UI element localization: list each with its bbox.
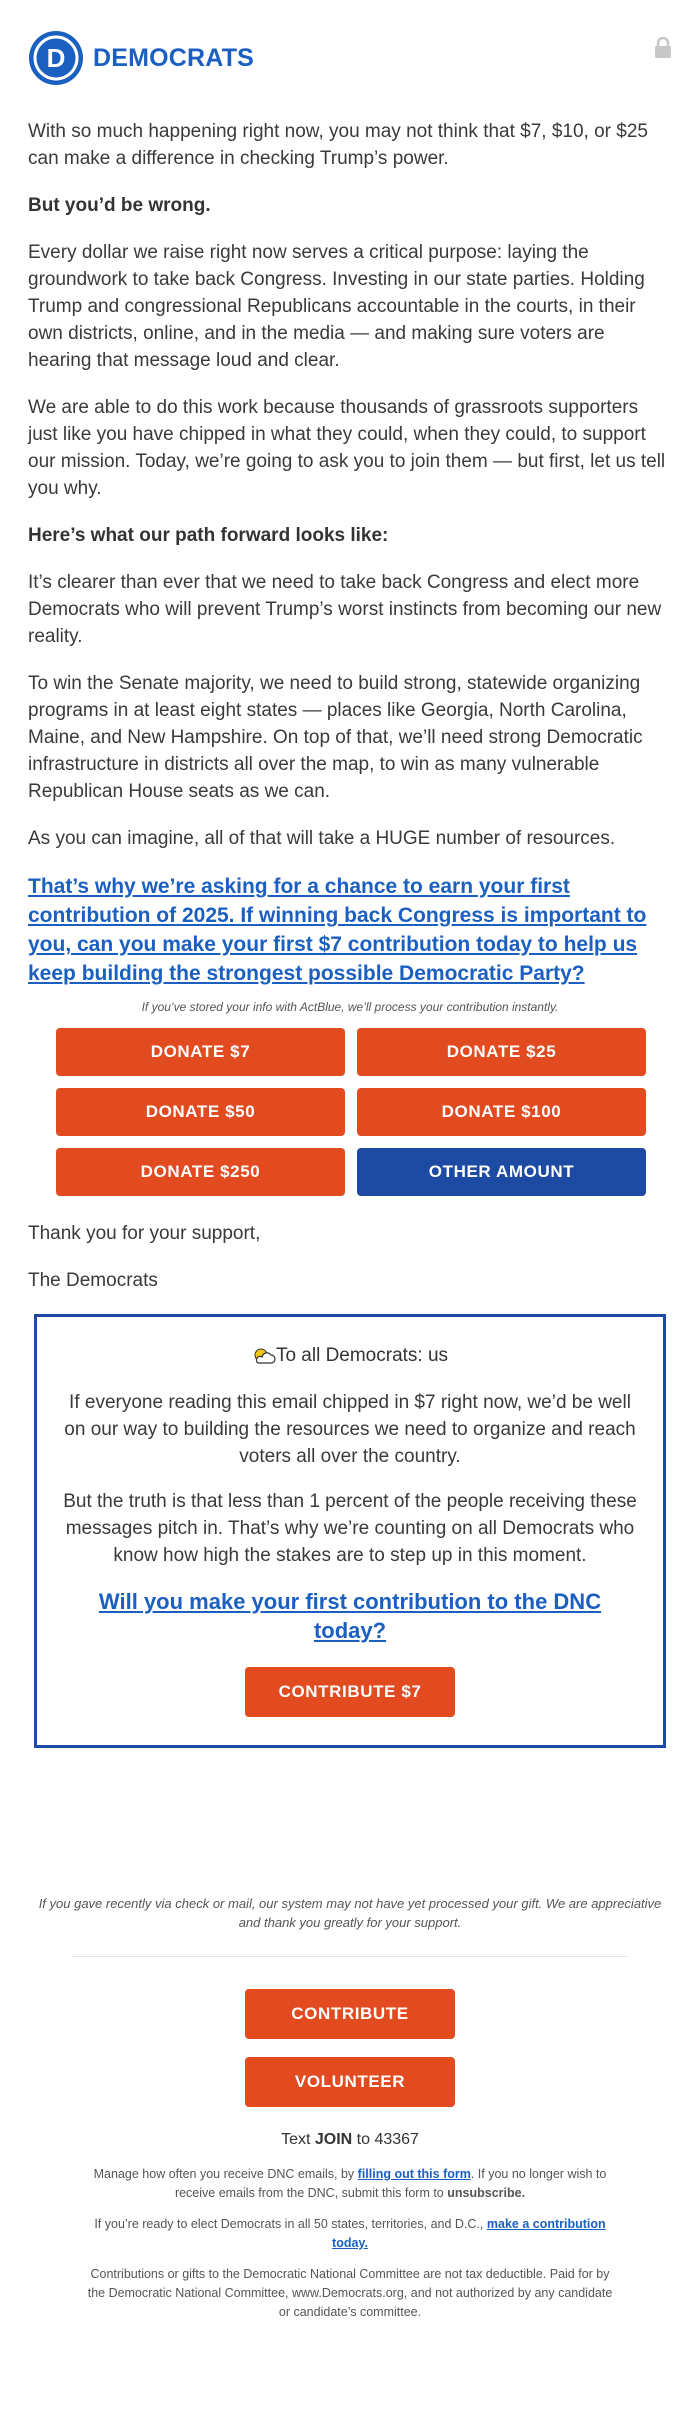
donate-7-button[interactable]: DONATE $7 [56,1028,345,1076]
logo-text: DEMOCRATS [93,43,255,72]
signoff [0,1220,700,1294]
body-paragraph: We are able to do this work because thousands of grassroots supporters just like you have chipped in what they could, when they could, to support our mission. Today, we’re going to ask you to join them — but first, let us tell you why. [28,397,666,499]
body-paragraph-bold: But you’d be wrong. [28,195,211,216]
text-prefix: Text [281,2131,311,2148]
text-suffix: to 43367 [356,2131,419,2148]
email-header [0,0,700,118]
donate-25-button[interactable]: DONATE $25 [357,1028,646,1076]
donate-button-grid [0,1028,700,1196]
elect-text: If you’re ready to elect Democrats in all 50 states, territories, and D.C., [94,2217,484,2231]
manage-text-1: Manage how often you receive DNC emails, by [93,2167,355,2181]
unsubscribe-link[interactable]: unsubscribe. [447,2186,526,2200]
body-paragraph-bold: Here’s what our path forward looks like: [28,525,389,546]
donate-250-button[interactable]: DONATE $250 [56,1148,345,1196]
signature-text: The Democrats [28,1270,158,1291]
logo-d-icon [29,31,83,85]
democrats-logo[interactable] [29,31,254,85]
volunteer-button[interactable]: VOLUNTEER [245,2057,455,2107]
body-paragraph: As you can imagine, all of that will take a HUGE number of resources. [28,828,616,849]
appeal-box-header [61,1345,639,1367]
body-paragraph: Every dollar we raise right now serves a critical purpose: laying the groundwork to take back Congress. Investing in our state parties. Holding Trump and congressional Republicans accountable in the courts, in their own districts, online, and in the media — and making sure voters are hearing that message loud and clear. [28,242,645,371]
body-paragraph: To win the Senate majority, we need to build strong, statewide organizing programs in at least eight states — places like Georgia, North Carolina, Maine, and New Hampshire. On top of that, we’ll need strong Democratic infrastructure in districts all over the map, to win as many vulnerable Republican House seats as we can. [28,673,643,802]
lock-icon [653,36,673,65]
donate-100-button[interactable]: DONATE $100 [357,1088,646,1136]
email-body [0,118,700,988]
actblue-note: If you’ve stored your info with ActBlue, we’ll process your contribution instantly. [141,1000,559,1014]
appeal-paragraph: But the truth is that less than 1 percent of the people receiving these messages pitch in. That’s why we’re counting on all Democrats who know how high the stakes are to step up in this moment. [63,1491,637,1566]
manage-text-2: . If you no longer wish to receive emails from the DNC, submit this form to [174,2167,607,2200]
other-amount-button[interactable]: OTHER AMOUNT [357,1148,646,1196]
first-contribution-link[interactable]: That’s why we’re asking for a chance to earn your first contribution of 2025. If winning back Congress is important to you, can you make your first $7 contribution today to help us keep building the strongest possible Democratic Party? [28,875,647,985]
make-contribution-link[interactable]: make a contribution today. [332,2217,606,2250]
footer-divider [72,1956,628,1957]
text-join-line [0,2131,700,2149]
legal-disclaimer: Contributions or gifts to the Democratic National Committee are not tax deductible. Paid for by the Democratic National Committee, www.Democrats.org, and not authorized by any candidate or candidate’s committee. [87,2267,613,2319]
appeal-box-title: To all Democrats: us [275,1345,449,1366]
gift-processing-note: If you gave recently via check or mail, our system may not have yet processed your gift. We are appreciative and thank you greatly for your support. [38,1896,662,1930]
appeal-box [34,1314,666,1748]
sun-cloud-icon [252,1347,276,1365]
appeal-paragraph: If everyone reading this email chipped in $7 right now, we’d be well on our way to building the resources we need to organize and reach voters all over the country. [64,1392,636,1467]
manage-emails-text [0,2165,700,2203]
body-paragraph: With so much happening right now, you may not think that $7, $10, or $25 can make a difference in checking Trump’s power. [28,121,648,169]
svg-text:D: D [46,43,66,73]
thanks-text: Thank you for your support, [28,1223,261,1244]
contribute-button[interactable]: CONTRIBUTE [245,1989,455,2039]
elect-democrats-text [0,2215,700,2253]
contribute-7-button[interactable]: CONTRIBUTE $7 [245,1667,455,1717]
donate-50-button[interactable]: DONATE $50 [56,1088,345,1136]
logo-mark [29,31,83,85]
dnc-contribution-link[interactable]: Will you make your first contribution to the DNC today? [98,1589,602,1643]
body-paragraph: It’s clearer than ever that we need to take back Congress and elect more Democrats who will prevent Trump’s worst instincts from becoming our new reality. [28,572,662,647]
email-footer [0,1894,700,2322]
manage-form-link[interactable]: filling out this form [357,2167,471,2181]
text-keyword: JOIN [314,2131,353,2148]
